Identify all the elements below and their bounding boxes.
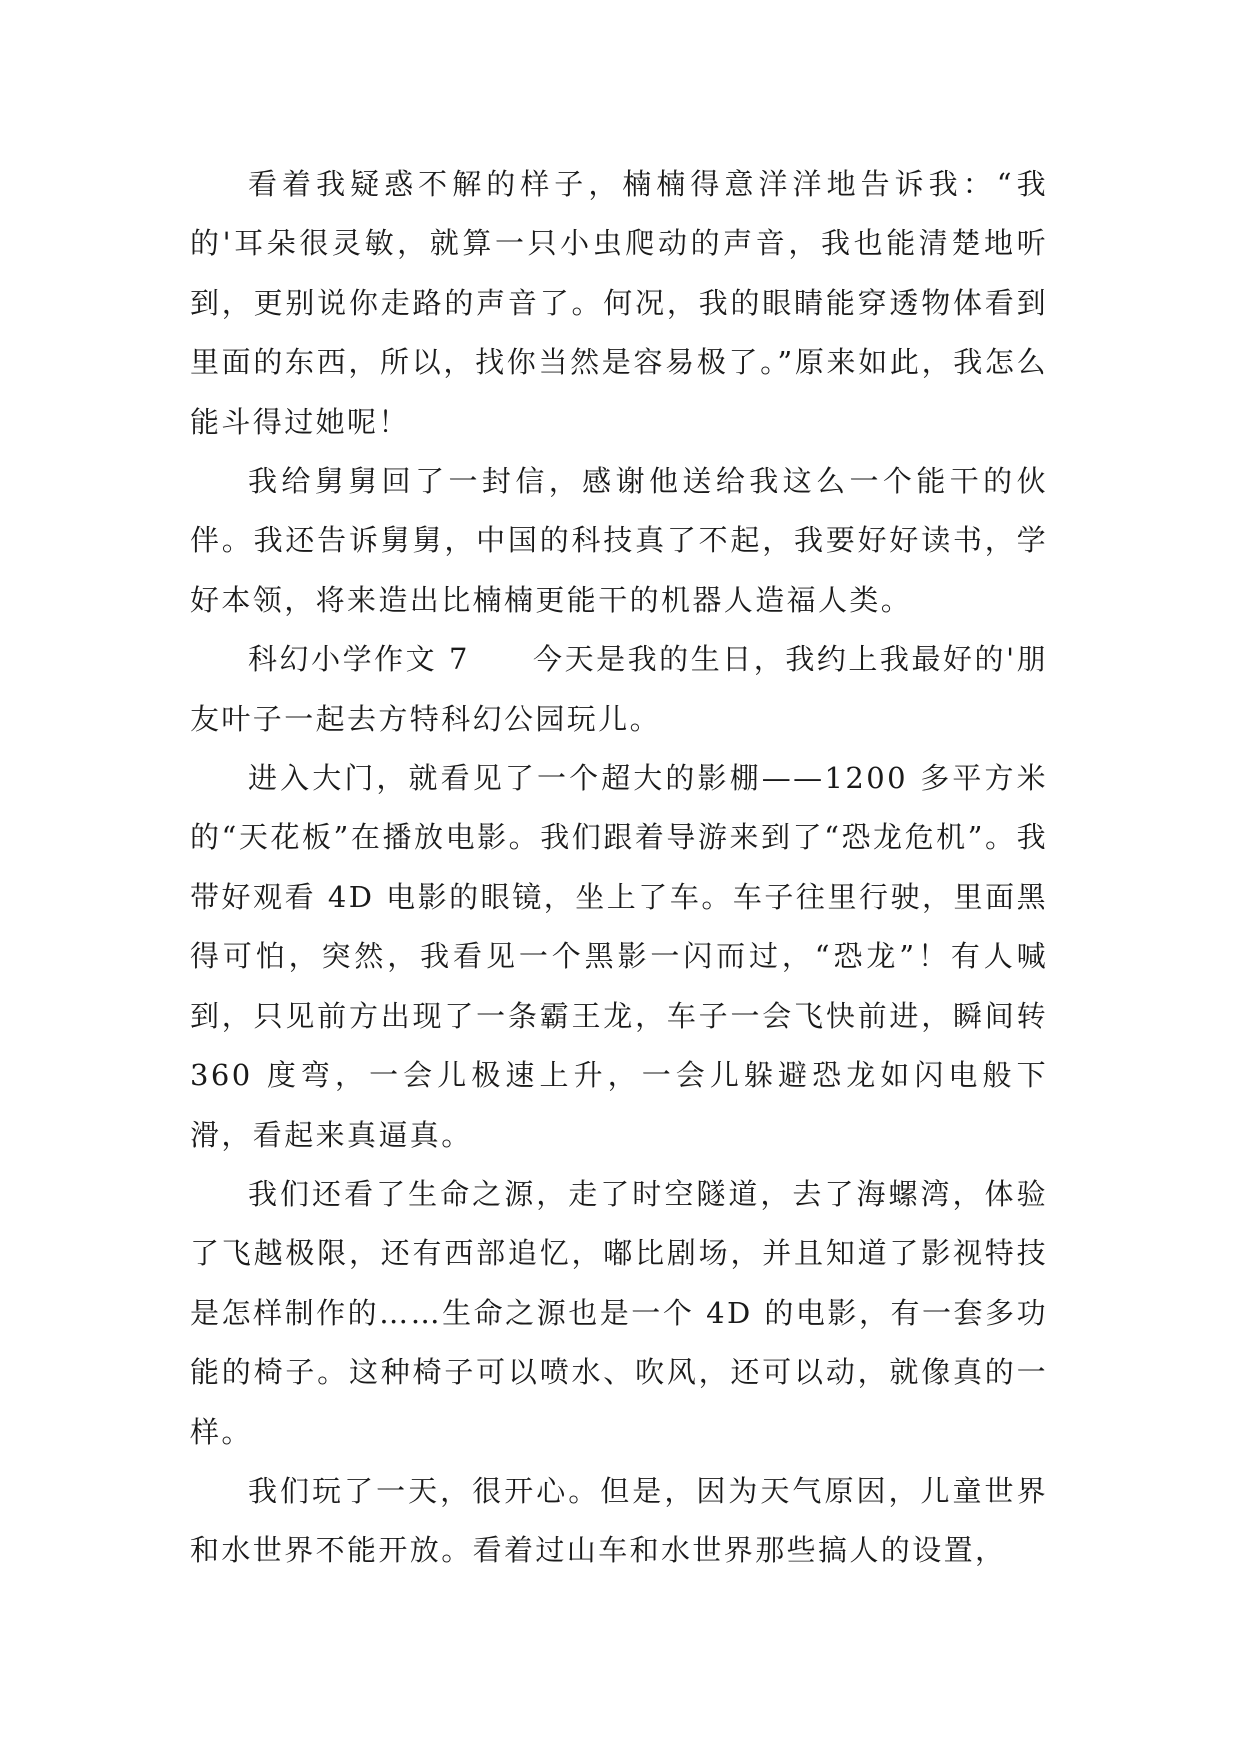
paragraph: 进入大门，就看见了一个超大的影棚——1200 多平方米的“天花板”在播放电影。我们跟着导游来到了“恐龙危机”。我带好观看 4D 电影的眼镜，坐上了车。车子往里行驶，里面黑得可怕，突然，我看见一个黑影一闪而过，“恐龙”！有人喊到，只见前方出现了一条霸王龙，车子一会飞快前进，瞬间转 360 度弯，一会儿极速上升，一会儿躲避恐龙如闪电般下滑，看起来真逼真。 (190, 761, 1048, 1152)
paragraph: 我们还看了生命之源，走了时空隧道，去了海螺湾，体验了飞越极限，还有西部追忆，嘟比剧场，并且知道了影视特技是怎样制作的……生命之源也是一个 4D 的电影，有一套多功能的椅子。这种椅子可以喷水、吹风，还可以动，就像真的一样。 (190, 1176, 1048, 1449)
paragraph: 我给舅舅回了一封信，感谢他送给我这么一个能干的伙伴。我还告诉舅舅，中国的科技真了不起，我要好好读书，学好本领，将来造出比楠楠更能干的机器人造福人类。 (190, 464, 1048, 617)
paragraph: 看着我疑惑不解的样子，楠楠得意洋洋地告诉我：“我的'耳朵很灵敏，就算一只小虫爬动的声音，我也能清楚地听到，更别说你走路的声音了。何况，我的眼睛能穿透物体看到里面的东西，所以，找你当然是容易极了。”原来如此，我怎么能斗得过她呢！ (190, 167, 1048, 439)
paragraph: 我们玩了一天，很开心。但是，因为天气原因，儿童世界和水世界不能开放。看着过山车和水世界那些搞人的设置， (190, 1473, 1048, 1568)
document-body (190, 155, 1048, 1581)
paragraph: 科幻小学作文 7 今天是我的生日，我约上我最好的'朋友叶子一起去方特科幻公园玩儿。 (190, 642, 1048, 736)
